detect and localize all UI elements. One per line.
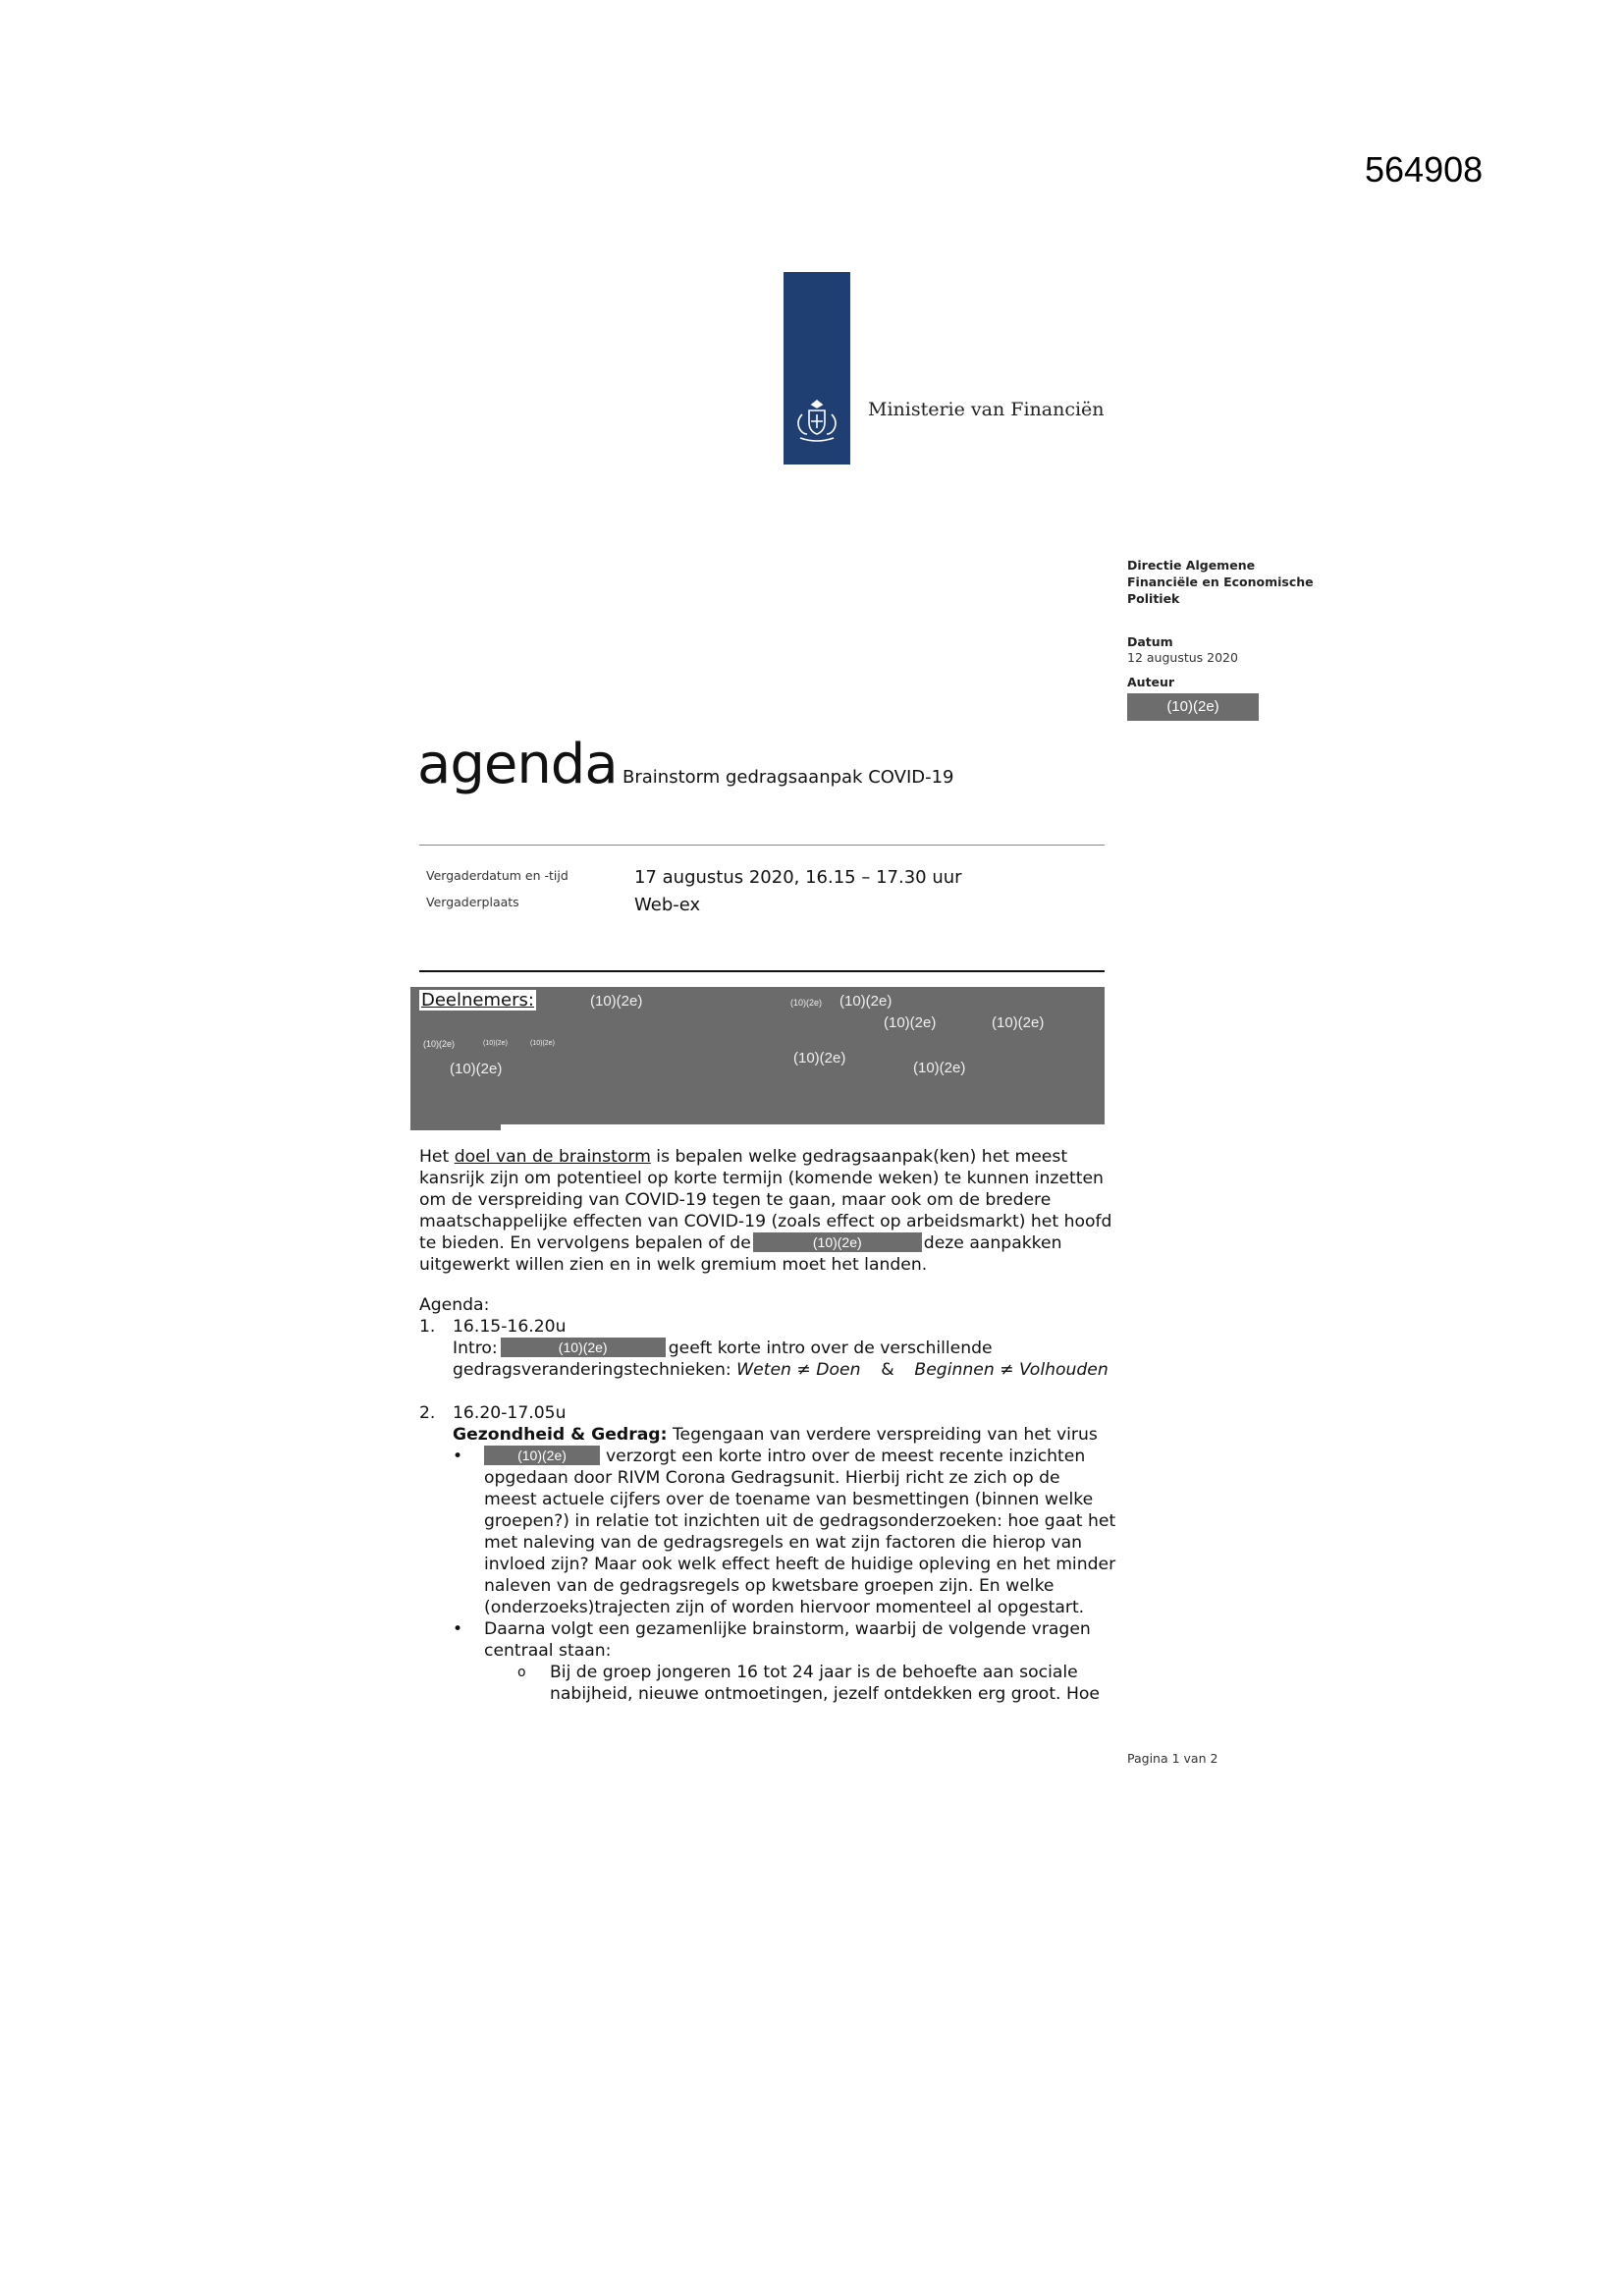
agenda-item-techniques [453, 1359, 1109, 1381]
bullet-line [484, 1446, 1085, 1467]
place-value: Web-ex [634, 895, 701, 915]
intro-line: kansrijk zijn om potentieel op korte termijn (komende weken) te kunnen inzetten [419, 1169, 1104, 1188]
bullet-line: opgedaan door RIVM Corona Gedragsunit. Hierbij richt ze zich op de [484, 1468, 1060, 1488]
page-title: agenda [417, 733, 618, 796]
intro-line: om de verspreiding van COVID-19 tegen te gaan, maar ook om de bredere [419, 1190, 1052, 1210]
intro-redaction: (10)(2e) [753, 1232, 922, 1252]
auteur-redaction: (10)(2e) [1127, 693, 1259, 721]
agenda-text: & [881, 1360, 894, 1380]
intro-text: is bepalen welke gedragsaanpak(ken) het meest [650, 1147, 1068, 1167]
intro-line: uitgewerkt willen zien en in welk gremium moet het landen. [419, 1255, 928, 1275]
intro-text: Het [419, 1147, 455, 1167]
bullet-line: (onderzoeks)trajecten zijn of worden hiervoor momenteel al opgestart. [484, 1598, 1085, 1617]
bullet-line: centraal staan: [484, 1641, 612, 1661]
date-label: Vergaderdatum en -tijd [426, 868, 568, 883]
date-value: 17 augustus 2020, 16.15 – 17.30 uur [634, 867, 962, 888]
intro-line: maatschappelijke effecten van COVID-19 (zoals effect op arbeidsmarkt) het hoofd [419, 1212, 1112, 1231]
agenda-text: Intro: [453, 1339, 498, 1358]
page-number: Pagina 1 van 2 [1127, 1751, 1218, 1766]
agenda-emphasis: Gezondheid & Gedrag: [453, 1425, 668, 1445]
participants-redaction-code: (10)(2e) [530, 1040, 555, 1047]
coat-of-arms-icon [790, 395, 843, 448]
department-line-1: Directie Algemene [1127, 558, 1256, 573]
agenda-text: Tegengaan van verdere verspreiding van het virus [667, 1425, 1098, 1445]
intro-text: te bieden. En vervolgens bepalen of de [419, 1233, 751, 1253]
bullet-text: verzorgt een korte intro over de meest recente inzichten [606, 1447, 1086, 1466]
participants-redaction-code: (10)(2e) [992, 1014, 1045, 1031]
intro-emphasis: doel van de brainstorm [454, 1147, 651, 1167]
sub-bullet-line: Bij de groep jongeren 16 tot 24 jaar is de behoefte aan sociale [550, 1663, 1078, 1682]
bullet-icon: • [453, 1619, 463, 1639]
header-divider [419, 845, 1105, 846]
sub-bullet-icon: o [517, 1665, 526, 1680]
participants-redaction-code: (10)(2e) [790, 998, 823, 1008]
participants-redaction-code: (10)(2e) [450, 1061, 503, 1077]
meta-divider [419, 970, 1105, 972]
department-line-2: Financiële en Economische [1127, 574, 1314, 589]
agenda-text: gedragsveranderingstechnieken: [453, 1360, 731, 1380]
agenda-item-intro [453, 1338, 993, 1359]
intro-text: deze aanpakken [923, 1233, 1062, 1253]
meeting-subtitle: Brainstorm gedragsaanpak COVID-19 [622, 767, 954, 788]
participants-redaction-code: (10)(2e) [839, 993, 893, 1010]
participants-redaction-code: (10)(2e) [884, 1014, 937, 1031]
participants-redaction-code: (10)(2e) [590, 993, 643, 1010]
agenda-text: geeft korte intro over de verschillende [668, 1339, 993, 1358]
participants-redaction-code: (10)(2e) [913, 1060, 966, 1076]
datum-label: Datum [1127, 634, 1173, 649]
bullet-line: met naleving van de gedragsregels en wat zijn factoren die hierop van [484, 1533, 1083, 1553]
bullet-line: groepen?) in relatie tot inzichten uit de gedragsonderzoeken: hoe gaat het [484, 1511, 1116, 1531]
auteur-label: Auteur [1127, 675, 1175, 689]
agenda-item-time: 16.20-17.05u [453, 1403, 567, 1423]
participants-redaction-code: (10)(2e) [423, 1039, 456, 1049]
bullet-icon: • [453, 1447, 463, 1466]
place-label: Vergaderplaats [426, 895, 519, 909]
intro-line [419, 1146, 1067, 1168]
ministry-name: Ministerie van Financiën [868, 399, 1105, 420]
agenda-item-time: 16.15-16.20u [453, 1317, 567, 1337]
agenda-emphasis: Beginnen ≠ Volhouden [914, 1360, 1109, 1380]
department-line-3: Politiek [1127, 591, 1180, 606]
intro-line [419, 1232, 1062, 1254]
bullet-line: naleven van de gedragsregels op kwetsbare groepen zijn. En welke [484, 1576, 1055, 1596]
ministry-logo-bar [784, 272, 850, 465]
participants-redaction-code: (10)(2e) [483, 1040, 508, 1047]
bullet-line: invloed zijn? Maar ook welk effect heeft de huidige opleving en het minder [484, 1555, 1116, 1574]
agenda-item-number: 1. [419, 1317, 436, 1337]
speaker-redaction: (10)(2e) [484, 1446, 600, 1465]
datum-value: 12 augustus 2020 [1127, 650, 1238, 665]
agenda-heading: Agenda: [419, 1295, 490, 1315]
participants-label: Deelnemers: [421, 990, 534, 1011]
bullet-line: meest actuele cijfers over de toename van besmettingen (binnen welke [484, 1490, 1094, 1509]
bullet-line: Daarna volgt een gezamenlijke brainstorm, waarbij de volgende vragen [484, 1619, 1091, 1639]
presenter-redaction: (10)(2e) [501, 1338, 666, 1357]
agenda-emphasis: Weten ≠ Doen [736, 1360, 861, 1380]
agenda-item-number: 2. [419, 1403, 436, 1423]
document-id: 564908 [1365, 149, 1484, 190]
participants-redaction-tail [410, 1122, 501, 1130]
sub-bullet-line: nabijheid, nieuwe ontmoetingen, jezelf ontdekken erg groot. Hoe [550, 1684, 1101, 1704]
agenda-item-heading [453, 1424, 1098, 1446]
participants-redaction-code: (10)(2e) [793, 1050, 846, 1066]
